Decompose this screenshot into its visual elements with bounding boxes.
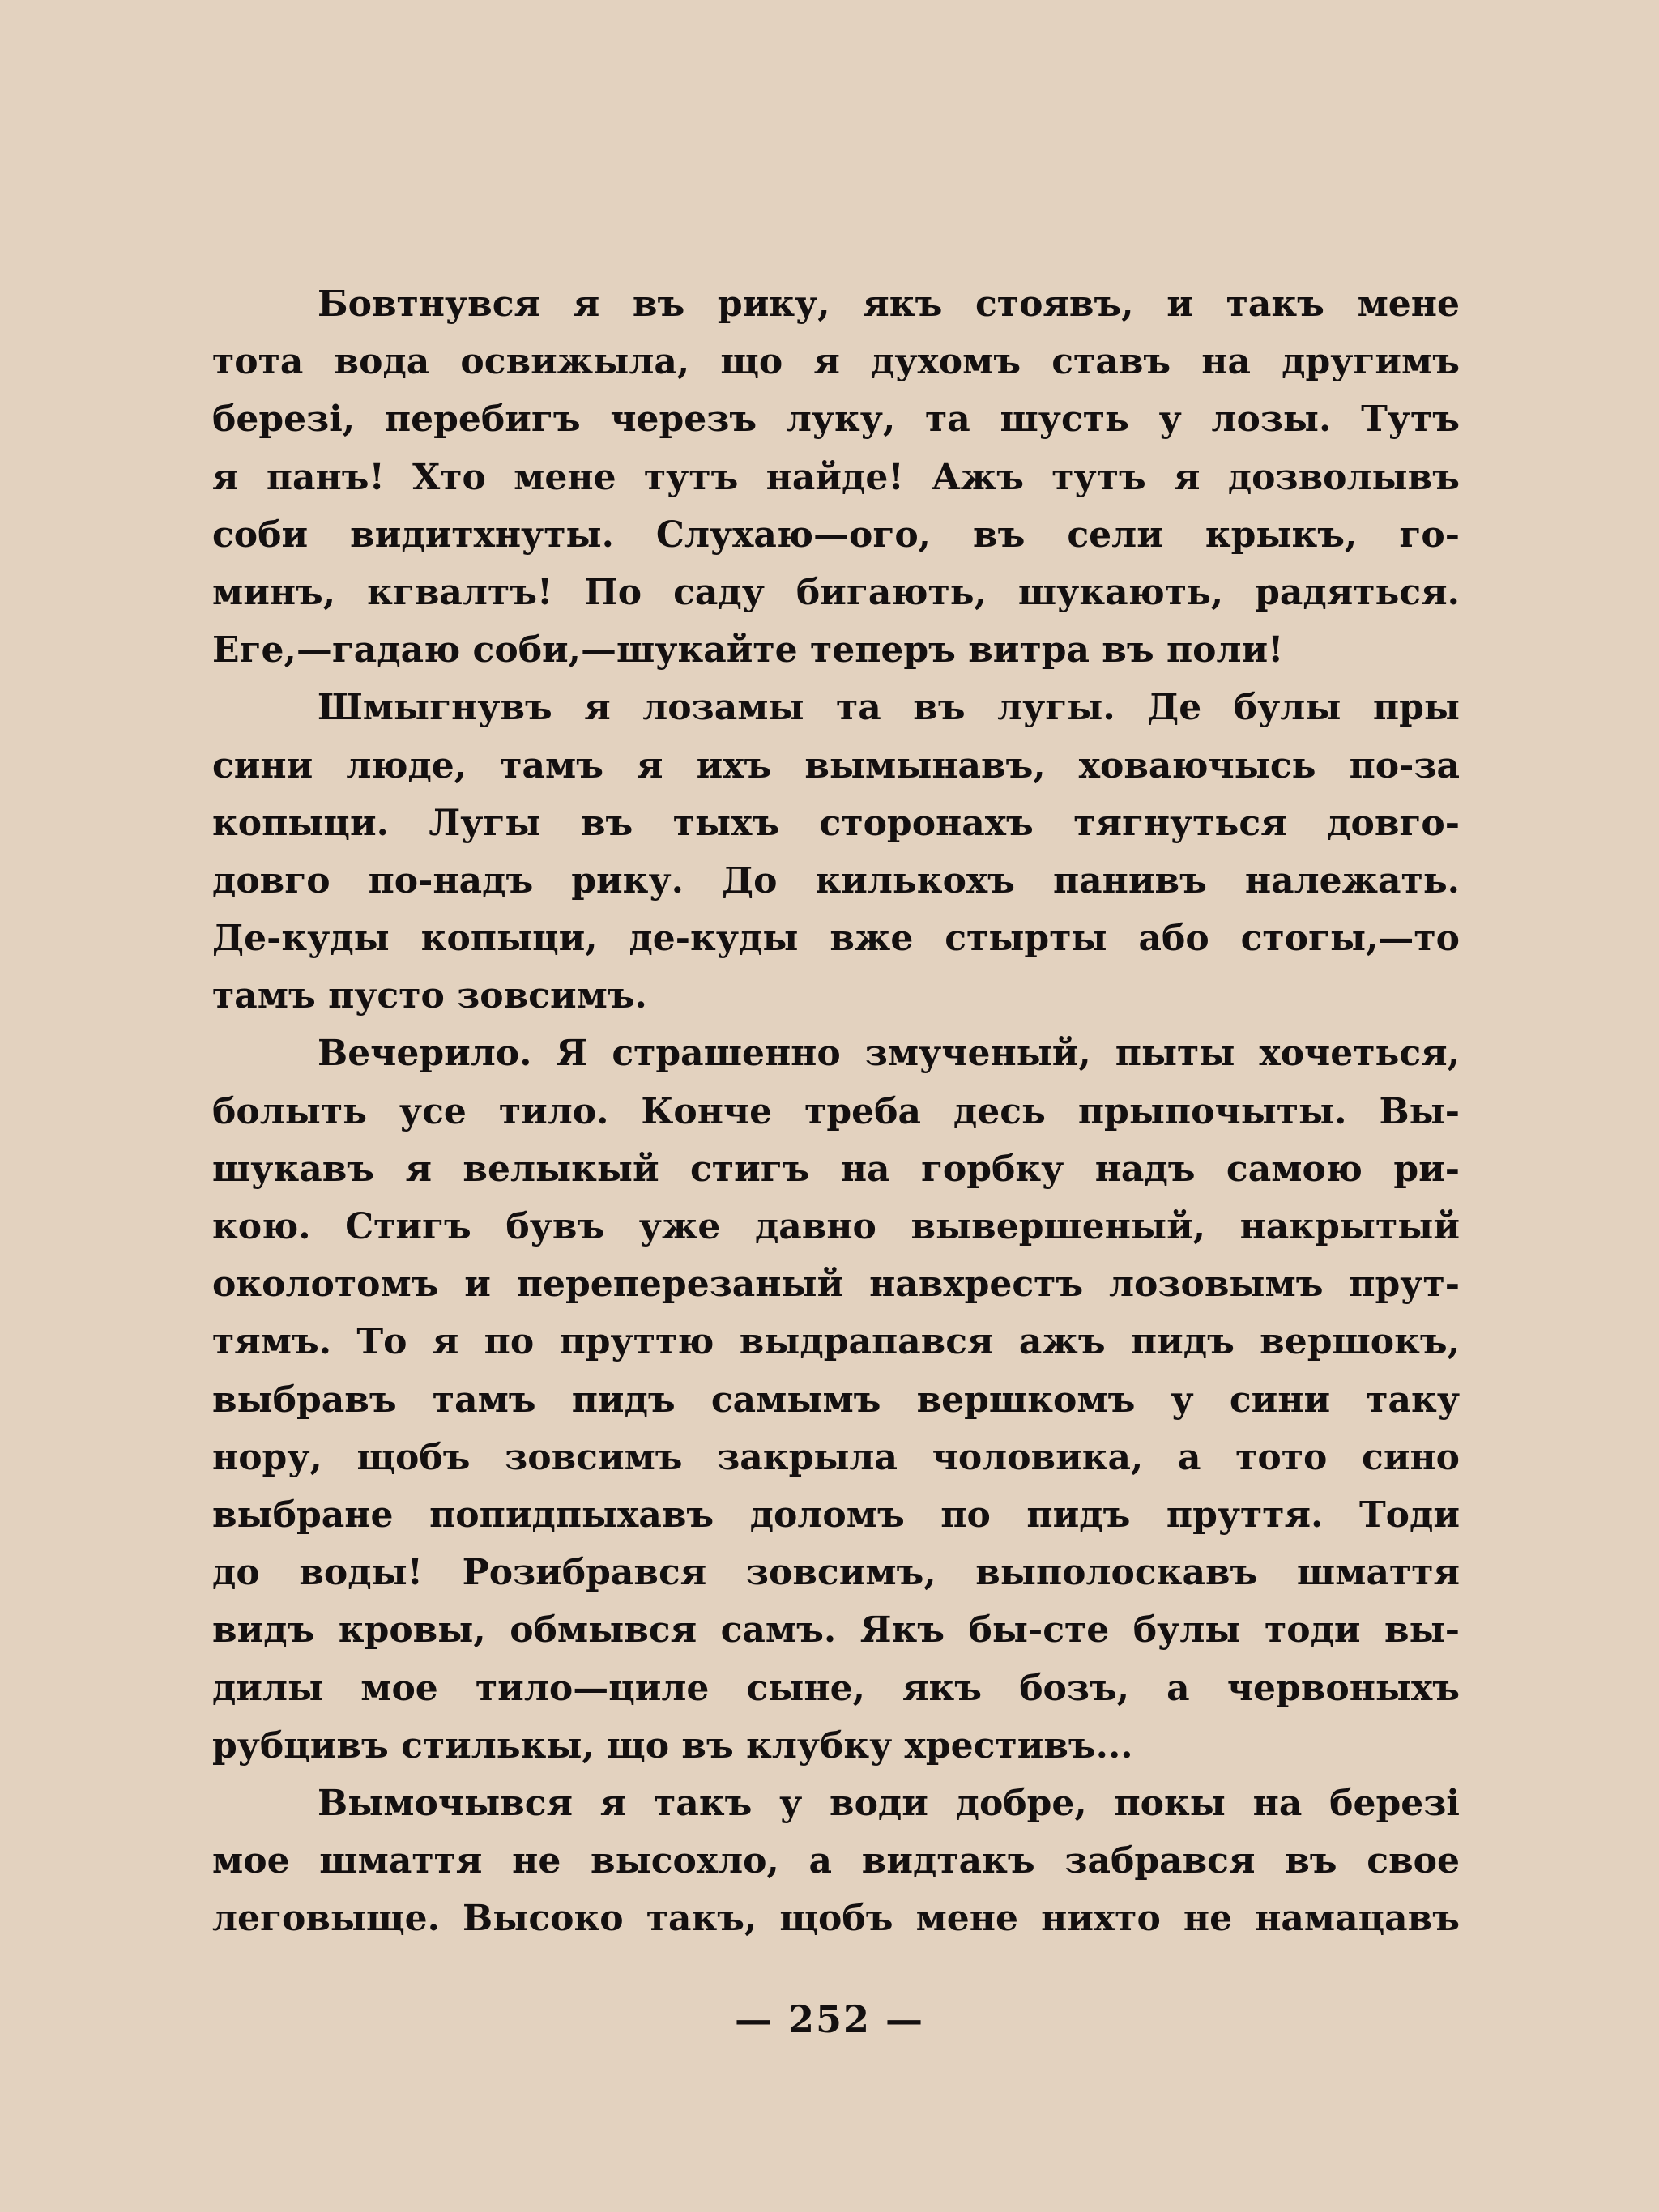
text-line: шукавъ я велыкый стигъ на горбку надъ самою ри-: [212, 1148, 1460, 1190]
text-line: рубцивъ стилькы, що въ клубку хрестивъ...: [212, 1724, 1133, 1767]
text-line: кою. Стигъ бувъ уже давно вывершеный, накрытый: [212, 1206, 1460, 1247]
text-line: тямъ. То я по пруттю выдрапався ажъ пидъ вершокъ,: [212, 1321, 1460, 1363]
paragraph-1: [212, 275, 1460, 679]
text-line: Де-куды копыци, де-куды вже стырты або стогы,—то: [212, 918, 1460, 960]
text-line: соби видитхнуты. Слухаю—ого, въ сели крыкъ, го-: [212, 514, 1460, 556]
text-line: болыть усе тило. Конче треба десь прыпочыты. Вы-: [212, 1090, 1460, 1132]
text-line: Бовтнувся я въ рику, якъ стоявъ, и такъ мене: [318, 283, 1460, 325]
text-line: минъ, кгвалтъ! По саду бигають, шукають, радяться.: [212, 571, 1460, 613]
text-line: я панъ! Хто мене тутъ найде! Ажъ тутъ я дозволывъ: [212, 456, 1460, 498]
text-line: сини люде, тамъ я ихъ вымынавъ, ховаючысь по-за: [212, 744, 1460, 786]
text-line: березі, перебигъ черезъ луку, та шусть у лозы. Тутъ: [212, 399, 1460, 441]
text-line: околотомъ и переперезаный навхрестъ лозовымъ прут-: [212, 1264, 1460, 1306]
text-line: тота вода освижыла, що я духомъ ставъ на другимъ: [212, 341, 1460, 383]
text-line: Шмыгнувъ я лозамы та въ лугы. Де булы пры: [318, 687, 1460, 729]
paragraph-2: [212, 679, 1460, 1025]
text-line: видъ кровы, обмывся самъ. Якъ бы-сте булы тоди вы-: [212, 1609, 1460, 1652]
text-line: выбравъ тамъ пидъ самымъ вершкомъ у сини таку: [212, 1379, 1460, 1421]
text-line: дилы мое тило—циле сыне, якъ бозъ, а червоныхъ: [212, 1667, 1460, 1709]
text-line: до воды! Розибрався зовсимъ, выполоскавъ шмаття: [212, 1552, 1460, 1594]
text-line: леговыще. Высоко такъ, щобъ мене нихто не намацавъ: [212, 1898, 1460, 1940]
paragraph-4: [212, 1775, 1460, 1948]
text-line: мое шмаття не высохло, а видтакъ забрався въ свое: [212, 1840, 1460, 1882]
text-line: нору, щобъ зовсимъ закрыла чоловика, а тото сино: [212, 1436, 1460, 1478]
page-number: — 252 —: [734, 1997, 925, 2041]
text-line: Еге,—гадаю соби,—шукайте теперъ витра въ поли!: [212, 629, 1284, 671]
text-line: тамъ пусто зовсимъ.: [212, 975, 647, 1017]
text-line: довго по-надъ рику. До килькохъ панивъ належать.: [212, 859, 1460, 901]
text-line: выбране попидпыхавъ доломъ по пидъ пруття. Тоди: [212, 1494, 1460, 1536]
paragraph-3: [212, 1025, 1460, 1774]
text-line: Вечерило. Я страшенно змученый, пыты хочеться,: [318, 1033, 1460, 1075]
text-line: копыци. Лугы въ тыхъ сторонахъ тягнуться довго-: [212, 802, 1460, 844]
page-body: [212, 275, 1460, 1947]
text-line: Вымочывся я такъ у води добре, покы на березі: [318, 1782, 1460, 1824]
